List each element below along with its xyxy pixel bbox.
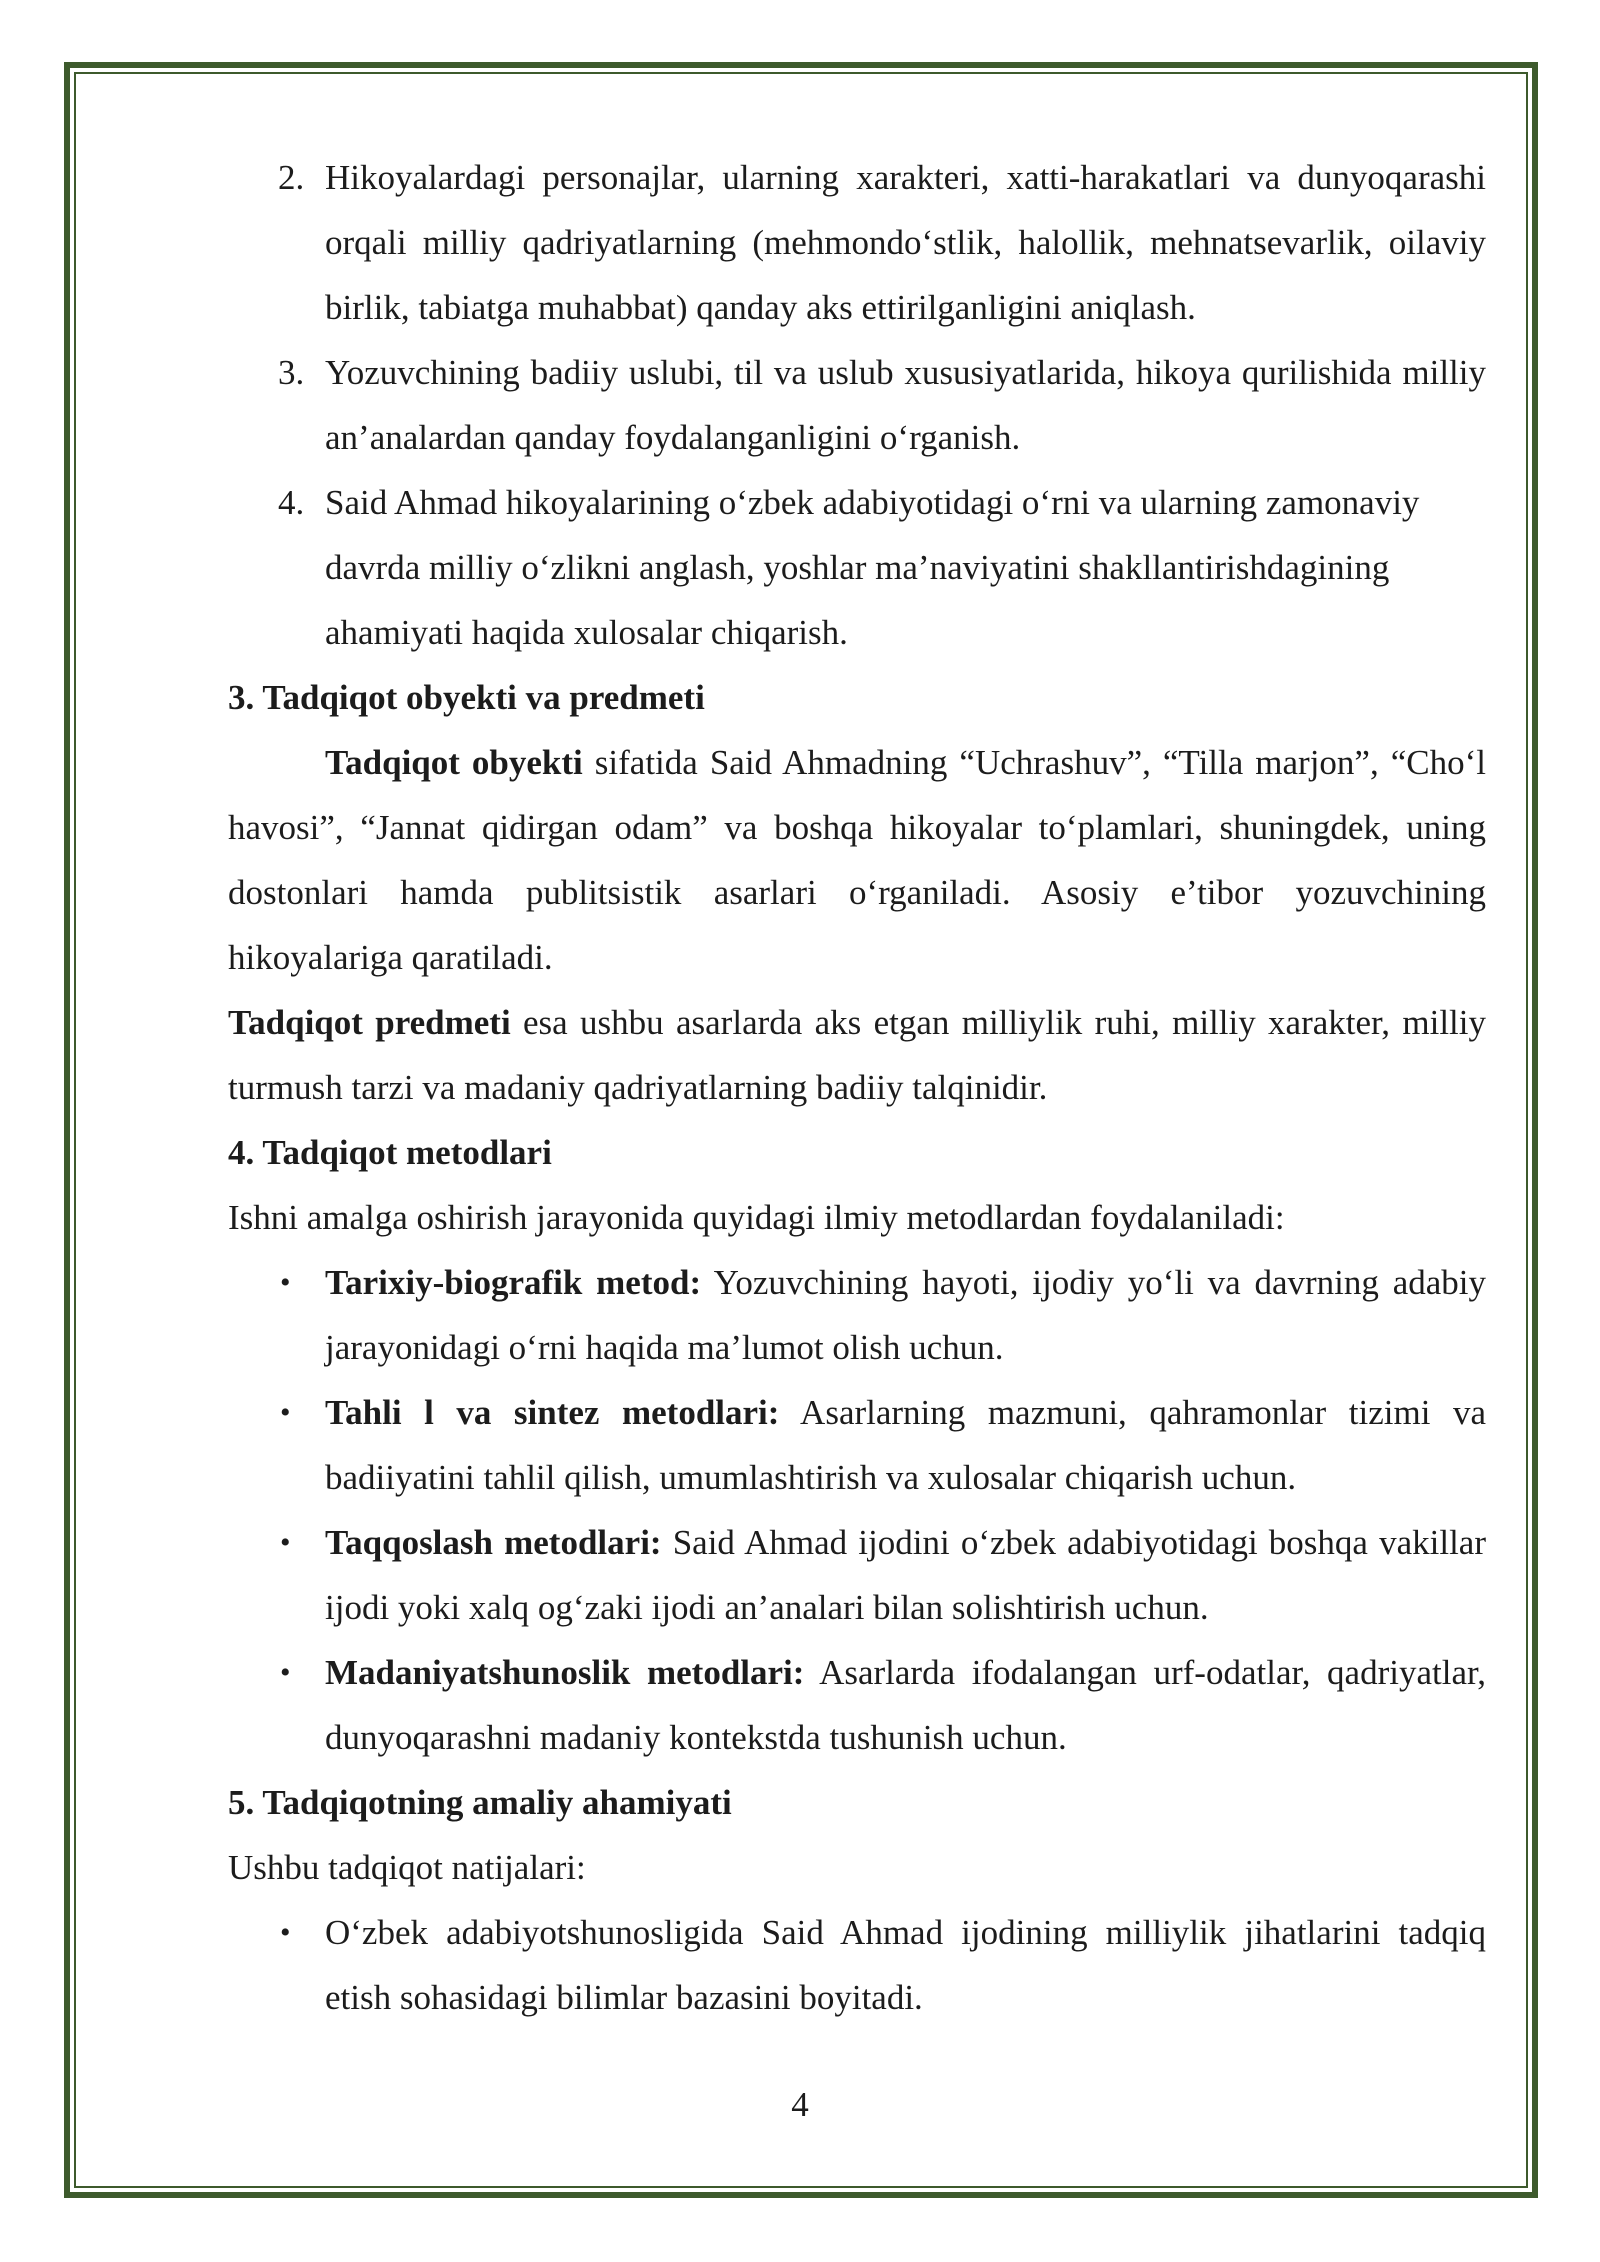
numbered-item bbox=[228, 145, 1486, 340]
bullet-icon: • bbox=[280, 1266, 291, 1299]
method-label: Tarixiy-biografik metod: bbox=[325, 1263, 702, 1302]
subject-text: esa ushbu asarlarda aks etgan milliylik ruhi, milliy xarakter, milliy turmush tarzi va madaniy qadriyatlarning badiiy talqinidir. bbox=[228, 1003, 1486, 1107]
subject-paragraph bbox=[228, 990, 1486, 1120]
method-item bbox=[228, 1640, 1486, 1770]
result-item bbox=[228, 1900, 1486, 2030]
methods-intro: Ishni amalga oshirish jarayonida quyidagi ilmiy metodlardan foydalaniladi: bbox=[228, 1198, 1285, 1237]
item-number: 3. bbox=[278, 353, 305, 392]
section-heading: 4. Tadqiqot metodlari bbox=[228, 1133, 552, 1172]
object-paragraph bbox=[228, 730, 1486, 990]
method-text: Asarlarda ifodalangan urf-odatlar, qadriyatlar, dunyoqarashni madaniy kontekstda tushunish uchun. bbox=[325, 1653, 1486, 1757]
result-text: O‘zbek adabiyotshunosligida Said Ahmad ijodining milliylik jihatlarini tadqiq etish sohasidagi bilimlar bazasini boyitadi. bbox=[325, 1913, 1486, 2017]
bullet-icon: • bbox=[280, 1526, 291, 1559]
method-text: Yozuvchining hayoti, ijodiy yo‘li va davrning adabiy jarayonidagi o‘rni haqida ma’lumot olish uchun. bbox=[325, 1263, 1486, 1367]
results-intro: Ushbu tadqiqot natijalari: bbox=[228, 1848, 586, 1887]
item-number: 4. bbox=[278, 483, 305, 522]
object-text: sifatida Said Ahmadning “Uchrashuv”, “Tilla marjon”, “Cho‘l havosi”, “Jannat qidirgan odam” va boshqa hikoyalar to‘plamlari, shuningdek, uning dostonlari hamda publitsistik asarlari o‘rganiladi. Asosiy e’tibor yozuvchining hikoyalariga qaratiladi. bbox=[228, 743, 1486, 977]
numbered-item bbox=[228, 470, 1486, 665]
method-label: Tahli l va sintez metodlari: bbox=[325, 1393, 780, 1432]
section-heading: 5. Tadqiqotning amaliy ahamiyati bbox=[228, 1783, 732, 1822]
section-heading: 3. Tadqiqot obyekti va predmeti bbox=[228, 678, 705, 717]
numbered-item bbox=[228, 340, 1486, 470]
method-item bbox=[228, 1380, 1486, 1510]
method-label: Madaniyatshunoslik metodlari: bbox=[325, 1653, 805, 1692]
bullet-icon: • bbox=[280, 1396, 291, 1429]
method-text: Asarlarning mazmuni, qahramonlar tizimi va badiiyatini tahlil qilish, umumlashtirish va xulosalar chiqarish uchun. bbox=[325, 1393, 1486, 1497]
page-number: 4 bbox=[791, 2085, 809, 2124]
item-text: Hikoyalardagi personajlar, ularning xarakteri, xatti-harakatlari va dunyoqarashi orqali milliy qadriyatlarning (mehmondo‘stlik, halollik, mehnatsevarlik, oilaviy birlik, tabiatga muhabbat) qanday aks ettirilganligini aniqlash. bbox=[325, 158, 1486, 327]
method-item bbox=[228, 1250, 1486, 1380]
object-label: Tadqiqot obyekti bbox=[325, 743, 583, 782]
subject-label: Tadqiqot predmeti bbox=[228, 1003, 511, 1042]
document-body bbox=[228, 145, 1486, 2030]
bullet-icon: • bbox=[280, 1916, 291, 1949]
item-text: Yozuvchining badiiy uslubi, til va uslub xususiyatlarida, hikoya qurilishida milliy an’analardan qanday foydalanganligini o‘rganish. bbox=[325, 353, 1486, 457]
bullet-icon: • bbox=[280, 1656, 291, 1689]
item-text: Said Ahmad hikoyalarining o‘zbek adabiyotidagi o‘rni va ularning zamonaviy davrda milliy o‘zlikni anglash, yoshlar ma’naviyatini shakllantirishdagining ahamiyati haqida xulosalar chiqarish. bbox=[325, 483, 1420, 652]
method-item bbox=[228, 1510, 1486, 1640]
method-label: Taqqoslash metodlari: bbox=[325, 1523, 662, 1562]
method-text: Said Ahmad ijodini o‘zbek adabiyotidagi boshqa vakillar ijodi yoki xalq og‘zaki ijodi an’analari bilan solishtirish uchun. bbox=[325, 1523, 1486, 1627]
item-number: 2. bbox=[278, 158, 305, 197]
